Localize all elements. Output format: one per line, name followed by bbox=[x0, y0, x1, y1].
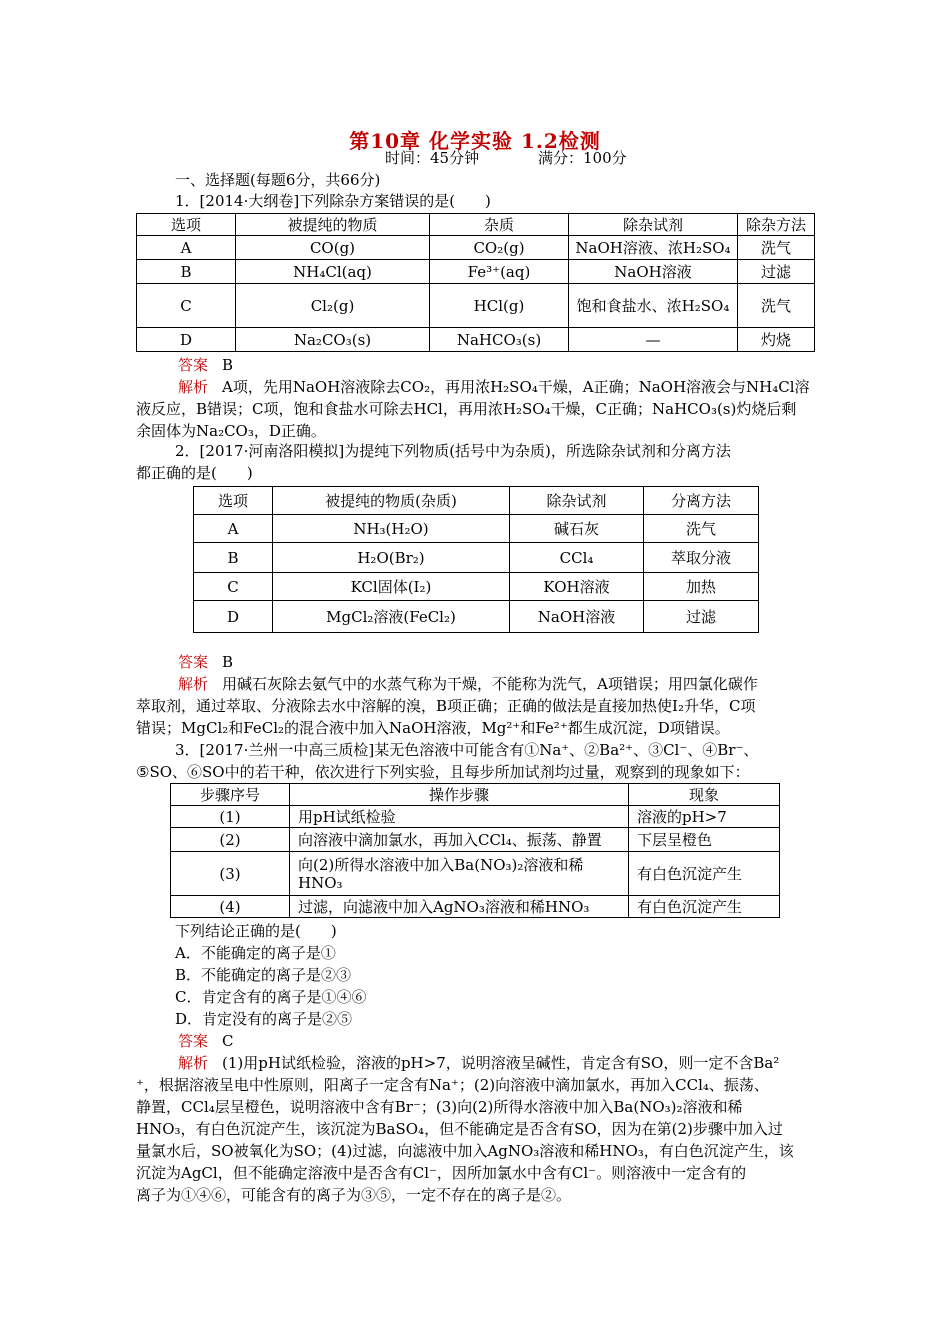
q3-analysis-line: 量氯水后，SO被氧化为SO；(4)过滤，向滤液中加入AgNO₃溶液和稀HNO₃，有白色沉淀产生，该 bbox=[136, 1142, 794, 1160]
table-header-row bbox=[137, 214, 815, 236]
q2-analysis-line: 萃取剂，通过萃取、分液除去水中溶解的溴，B项正确；正确的做法是直接加热使I₂升华，C项 bbox=[136, 697, 756, 715]
table-cell: 向(2)所得水溶液中加入Ba(NO₃)₂溶液和稀HNO₃ bbox=[290, 852, 629, 896]
full-score: 满分：100分 bbox=[538, 149, 627, 167]
q2-table bbox=[193, 486, 759, 633]
table-header-cell: 选项 bbox=[137, 214, 236, 236]
table-cell: D bbox=[194, 601, 273, 633]
table-cell: 有白色沉淀产生 bbox=[629, 896, 780, 918]
table-header-cell: 除杂试剂 bbox=[569, 214, 738, 236]
analysis-text: (1)用pH试纸检验，溶液的pH>7，说明溶液呈碱性，肯定含有SO，则一定不含Ba² bbox=[222, 1054, 780, 1072]
table-row bbox=[137, 284, 815, 328]
q3-stem: 3．[2017·兰州一中高三质检]某无色溶液中可能含有①Na⁺、②Ba²⁺、③Cl⁻、④Br⁻、 bbox=[175, 741, 759, 759]
table-cell: 灼烧 bbox=[738, 328, 815, 352]
table-row bbox=[137, 260, 815, 284]
table-cell: NaOH溶液 bbox=[510, 601, 644, 633]
q1-analysis-line: 液反应，B错误；C项，饱和食盐水可除去HCl，再用浓H₂SO₄干燥，C正确；NaHCO₃(s)灼烧后剩 bbox=[136, 400, 797, 418]
q3-analysis-line bbox=[178, 1052, 779, 1074]
table-cell: (2) bbox=[171, 828, 290, 852]
table-cell: B bbox=[137, 260, 236, 284]
table-cell: Fe³⁺(aq) bbox=[430, 260, 569, 284]
q1-table bbox=[136, 213, 815, 352]
option-c: C．肯定含有的离子是①④⑥ bbox=[175, 988, 367, 1006]
page-title: 第10章 化学实验 1.2检测 bbox=[349, 129, 601, 153]
table-cell: 萃取分液 bbox=[644, 543, 759, 573]
table-cell: CO₂(g) bbox=[430, 236, 569, 260]
q1-answer bbox=[178, 354, 233, 376]
answer-value: C bbox=[222, 1032, 234, 1050]
option-a: A．不能确定的离子是① bbox=[175, 944, 336, 962]
table-cell: HCl(g) bbox=[430, 284, 569, 328]
table-cell: (3) bbox=[171, 852, 290, 896]
table-cell: H₂O(Br₂) bbox=[273, 543, 510, 573]
q3-analysis-line: 离子为①④⑥，可能含有的离子为③⑤，一定不存在的离子是②。 bbox=[136, 1186, 572, 1204]
analysis-text: A项，先用NaOH溶液除去CO₂，再用浓H₂SO₄干燥，A正确；NaOH溶液会与NH₄Cl溶 bbox=[222, 378, 810, 396]
table-cell: Cl₂(g) bbox=[236, 284, 430, 328]
table-header-cell: 被提纯的物质(杂质) bbox=[273, 487, 510, 515]
table-cell: NH₄Cl(aq) bbox=[236, 260, 430, 284]
time-limit: 时间：45分钟 bbox=[385, 149, 480, 167]
q1-stem: 1．[2014·大纲卷]下列除杂方案错误的是( ) bbox=[175, 192, 491, 210]
answer-label: 答案 bbox=[178, 1032, 209, 1050]
table-cell: 洗气 bbox=[644, 515, 759, 543]
table-row bbox=[171, 806, 780, 828]
table-cell: (4) bbox=[171, 896, 290, 918]
table-cell: 过滤 bbox=[644, 601, 759, 633]
section-heading: 一、选择题(每题6分，共66分) bbox=[175, 171, 381, 189]
table-cell: Na₂CO₃(s) bbox=[236, 328, 430, 352]
table-cell: KCl固体(I₂) bbox=[273, 573, 510, 601]
table-cell: 溶液的pH>7 bbox=[629, 806, 780, 828]
q3-analysis-line: 沉淀为AgCl，但不能确定溶液中是否含有Cl⁻，因所加氯水中含有Cl⁻。则溶液中一定含有的 bbox=[136, 1164, 747, 1182]
analysis-label: 解析 bbox=[178, 378, 209, 396]
table-header-cell: 分离方法 bbox=[644, 487, 759, 515]
answer-value: B bbox=[222, 653, 234, 671]
table-row bbox=[194, 515, 759, 543]
table-header-cell: 现象 bbox=[629, 784, 780, 806]
table-cell: NaOH溶液 bbox=[569, 260, 738, 284]
table-cell: D bbox=[137, 328, 236, 352]
analysis-text: 用碱石灰除去氨气中的水蒸气称为干燥，不能称为洗气，A项错误；用四氯化碳作 bbox=[222, 675, 758, 693]
table-row bbox=[171, 852, 780, 896]
table-cell: 洗气 bbox=[738, 236, 815, 260]
table-cell: — bbox=[569, 328, 738, 352]
table-cell: 向溶液中滴加氯水，再加入CCl₄、振荡、静置 bbox=[290, 828, 629, 852]
q2-stem: 2．[2017·河南洛阳模拟]为提纯下列物质(括号中为杂质)，所选除杂试剂和分离方法 bbox=[175, 442, 731, 460]
table-header-cell: 选项 bbox=[194, 487, 273, 515]
table-cell: (1) bbox=[171, 806, 290, 828]
table-cell: A bbox=[137, 236, 236, 260]
table-row bbox=[171, 896, 780, 918]
table-cell: 加热 bbox=[644, 573, 759, 601]
q2-analysis-line bbox=[178, 673, 758, 695]
table-cell: 碱石灰 bbox=[510, 515, 644, 543]
table-row bbox=[194, 573, 759, 601]
table-cell: NaHCO₃(s) bbox=[430, 328, 569, 352]
table-cell: NaOH溶液、浓H₂SO₄ bbox=[569, 236, 738, 260]
q3-stem: ⑤SO、⑥SO中的若干种，依次进行下列实验，且每步所加试剂均过量，观察到的现象如下： bbox=[136, 763, 750, 781]
table-row bbox=[194, 601, 759, 633]
table-cell: CO(g) bbox=[236, 236, 430, 260]
q2-answer bbox=[178, 651, 233, 673]
q3-question: 下列结论正确的是( ) bbox=[175, 922, 337, 940]
table-row bbox=[171, 828, 780, 852]
q3-analysis-line: HNO₃，有白色沉淀产生，该沉淀为BaSO₄，但不能确定是否含有SO，因为在第(2)步骤中加入过 bbox=[136, 1120, 783, 1138]
table-cell: CCl₄ bbox=[510, 543, 644, 573]
q3-analysis-line: ⁺，根据溶液呈电中性原则，阳离子一定含有Na⁺；(2)向溶液中滴加氯水，再加入CCl₄、振荡、 bbox=[136, 1076, 769, 1094]
table-cell: 饱和食盐水、浓H₂SO₄ bbox=[569, 284, 738, 328]
q3-answer bbox=[178, 1030, 234, 1052]
q3-analysis-line: 静置，CCl₄层呈橙色，说明溶液中含有Br⁻；(3)向(2)所得水溶液中加入Ba(NO₃)₂溶液和稀 bbox=[136, 1098, 743, 1116]
table-header-cell: 除杂方法 bbox=[738, 214, 815, 236]
table-header-cell: 杂质 bbox=[430, 214, 569, 236]
table-row bbox=[137, 328, 815, 352]
answer-label: 答案 bbox=[178, 356, 209, 374]
table-cell: KOH溶液 bbox=[510, 573, 644, 601]
answer-value: B bbox=[222, 356, 234, 374]
table-cell: A bbox=[194, 515, 273, 543]
option-d: D．肯定没有的离子是②⑤ bbox=[175, 1010, 353, 1028]
table-row bbox=[194, 543, 759, 573]
q1-analysis-line: 余固体为Na₂CO₃，D正确。 bbox=[136, 422, 326, 440]
q1-analysis-line bbox=[178, 376, 810, 398]
table-cell: 过滤 bbox=[738, 260, 815, 284]
q3-table bbox=[170, 783, 780, 918]
table-cell: 洗气 bbox=[738, 284, 815, 328]
table-header-cell: 操作步骤 bbox=[290, 784, 629, 806]
table-header-cell: 被提纯的物质 bbox=[236, 214, 430, 236]
table-header-cell: 除杂试剂 bbox=[510, 487, 644, 515]
table-cell: NH₃(H₂O) bbox=[273, 515, 510, 543]
table-cell: 过滤，向滤液中加入AgNO₃溶液和稀HNO₃ bbox=[290, 896, 629, 918]
q2-analysis-line: 错误；MgCl₂和FeCl₂的混合液中加入NaOH溶液，Mg²⁺和Fe²⁺都生成沉淀，D项错误。 bbox=[136, 719, 730, 737]
answer-label: 答案 bbox=[178, 653, 209, 671]
q2-stem: 都正确的是( ) bbox=[136, 464, 253, 482]
table-cell: B bbox=[194, 543, 273, 573]
table-header-row bbox=[194, 487, 759, 515]
table-cell: 用pH试纸检验 bbox=[290, 806, 629, 828]
table-header-row bbox=[171, 784, 780, 806]
table-row bbox=[137, 236, 815, 260]
table-cell: C bbox=[194, 573, 273, 601]
option-b: B．不能确定的离子是②③ bbox=[175, 966, 352, 984]
table-cell: 有白色沉淀产生 bbox=[629, 852, 780, 896]
table-cell: 下层呈橙色 bbox=[629, 828, 780, 852]
table-header-cell: 步骤序号 bbox=[171, 784, 290, 806]
table-cell: C bbox=[137, 284, 236, 328]
analysis-label: 解析 bbox=[178, 1054, 209, 1072]
table-cell: MgCl₂溶液(FeCl₂) bbox=[273, 601, 510, 633]
analysis-label: 解析 bbox=[178, 675, 209, 693]
